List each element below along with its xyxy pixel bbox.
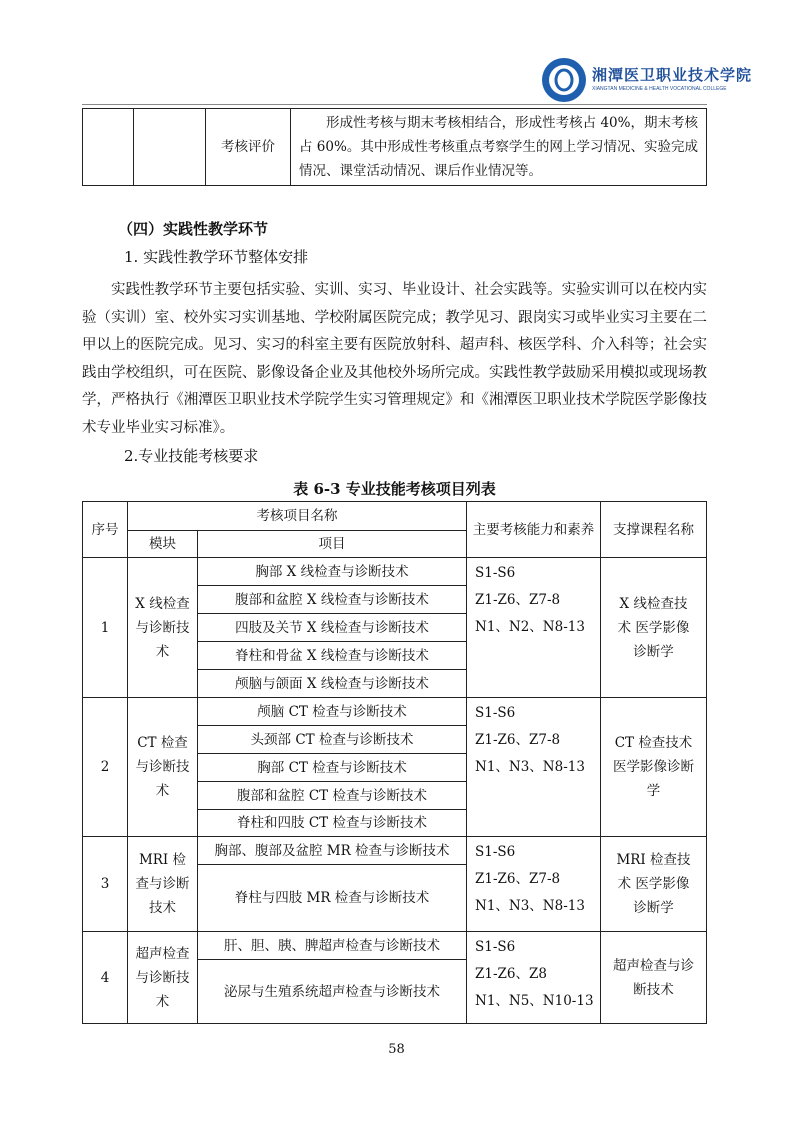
skill-item: 颅脑与颌面 X 线检查与诊断技术 bbox=[198, 670, 467, 698]
skill-item: 颅脑 CT 检查与诊断技术 bbox=[198, 698, 467, 726]
subheading-1: 1. 实践性教学环节整体安排 bbox=[124, 248, 309, 266]
supporting-courses: MRI 检查技术 医学影像诊断学 bbox=[601, 837, 707, 932]
ability-code: S1-S6 bbox=[475, 939, 516, 955]
skill-item: 腹部和盆腔 X 线检查与诊断技术 bbox=[198, 586, 467, 614]
assessment-text: 形成性考核与期末考核相结合，形成性考核占 40%，期末考核占 60%。其中形成性考核重点考察学生的网上学习情况、实验完成情况、课堂活动情况、课后作业情况等。 bbox=[291, 109, 707, 186]
ability-code: Z1-Z6、Z7-8 bbox=[475, 732, 561, 748]
empty-cell bbox=[134, 109, 206, 186]
skills-table bbox=[82, 501, 707, 1024]
header-project-name: 考核项目名称 bbox=[128, 502, 467, 531]
ability-code: N1、N2、N8-13 bbox=[475, 619, 585, 635]
skill-item: 腹部和盆腔 CT 检查与诊断技术 bbox=[198, 782, 467, 810]
ability-code: Z1-Z6、Z7-8 bbox=[475, 592, 561, 608]
header-divider bbox=[82, 104, 707, 105]
row-number: 3 bbox=[83, 837, 128, 932]
abilities-cell bbox=[467, 698, 601, 837]
skill-item: 肝、胆、胰、脾超声检查与诊断技术 bbox=[198, 932, 467, 960]
table-title: 表 6-3 专业技能考核项目列表 bbox=[293, 480, 496, 498]
module-name: 超声检查与诊断技术 bbox=[128, 932, 198, 1024]
ability-code: N1、N5、N10-13 bbox=[475, 993, 594, 1009]
college-logo bbox=[540, 56, 753, 104]
abilities-cell bbox=[467, 932, 601, 1024]
abilities-cell bbox=[467, 558, 601, 698]
module-name: CT 检查与诊断技术 bbox=[128, 698, 198, 837]
ability-code: N1、N3、N8-13 bbox=[475, 898, 585, 914]
header-courses: 支撑课程名称 bbox=[601, 502, 707, 558]
skill-item: 头颈部 CT 检查与诊断技术 bbox=[198, 726, 467, 754]
supporting-courses: 超声检查与诊断技术 bbox=[601, 932, 707, 1024]
ability-code: S1-S6 bbox=[475, 844, 516, 860]
skill-item: 四肢及关节 X 线检查与诊断技术 bbox=[198, 614, 467, 642]
skill-item: 胸部 X 线检查与诊断技术 bbox=[198, 558, 467, 586]
skill-item: 脊柱与四肢 MR 检查与诊断技术 bbox=[198, 865, 467, 932]
skill-item: 胸部 CT 检查与诊断技术 bbox=[198, 754, 467, 782]
body-paragraph: 实践性教学环节主要包括实验、实训、实习、毕业设计、社会实践等。实验实训可以在校内实验（实训）室、校外实习实训基地、学校附属医院完成；教学见习、跟岗实习或毕业实习主要在二甲以上的医院完成。见习、实习的科室主要有医院放射科、超声科、核医学科、介入科等；社会实践由学校组织，可在医院、影像设备企业及其他校外场所完成。实践性教学鼓励采用模拟或现场教学，严格执行《湘潭医卫职业技术学院学生实习管理规定》和《湘潭医卫职业技术学院医学影像技术专业毕业实习标准》。 bbox=[82, 282, 707, 436]
table-row bbox=[83, 932, 707, 960]
header-abilities: 主要考核能力和素养 bbox=[467, 502, 601, 558]
assessment-table bbox=[82, 108, 707, 186]
section-heading: （四）实践性教学环节 bbox=[118, 220, 269, 238]
table-row bbox=[83, 698, 707, 726]
skill-item: 泌尿与生殖系统超声检查与诊断技术 bbox=[198, 960, 467, 1024]
row-number: 4 bbox=[83, 932, 128, 1024]
ability-code: Z1-Z6、Z7-8 bbox=[475, 871, 561, 887]
ability-code: S1-S6 bbox=[475, 705, 516, 721]
logo-name-en: XIANGTAN MEDICINE & HEALTH VOCATIONAL COLLEGE bbox=[592, 86, 727, 92]
abilities-cell bbox=[467, 837, 601, 932]
skill-item: 胸部、腹部及盆腔 MR 检查与诊断技术 bbox=[198, 837, 467, 865]
supporting-courses: X 线检查技术 医学影像诊断学 bbox=[601, 558, 707, 698]
skill-item: 脊柱和四肢 CT 检查与诊断技术 bbox=[198, 810, 467, 837]
module-name: X 线检查与诊断技术 bbox=[128, 558, 198, 698]
row-number: 2 bbox=[83, 698, 128, 837]
header-no: 序号 bbox=[83, 502, 128, 558]
module-name: MRI 检查与诊断技术 bbox=[128, 837, 198, 932]
header-module: 模块 bbox=[128, 531, 198, 558]
assessment-label: 考核评价 bbox=[206, 109, 291, 186]
ability-code: S1-S6 bbox=[475, 565, 516, 581]
empty-cell bbox=[83, 109, 134, 186]
table-row bbox=[83, 837, 707, 865]
logo-name-cn: 湘潭医卫职业技术学院 bbox=[592, 66, 753, 84]
subheading-2: 2.专业技能考核要求 bbox=[124, 447, 259, 465]
header-item: 项目 bbox=[198, 531, 467, 558]
table-row bbox=[83, 558, 707, 586]
row-number: 1 bbox=[83, 558, 128, 698]
ability-code: N1、N3、N8-13 bbox=[475, 759, 585, 775]
college-emblem-icon bbox=[540, 56, 588, 104]
supporting-courses: CT 检查技术 医学影像诊断学 bbox=[601, 698, 707, 837]
ability-code: Z1-Z6、Z8 bbox=[475, 966, 547, 982]
page-number: 58 bbox=[388, 1042, 405, 1057]
skill-item: 脊柱和骨盆 X 线检查与诊断技术 bbox=[198, 642, 467, 670]
